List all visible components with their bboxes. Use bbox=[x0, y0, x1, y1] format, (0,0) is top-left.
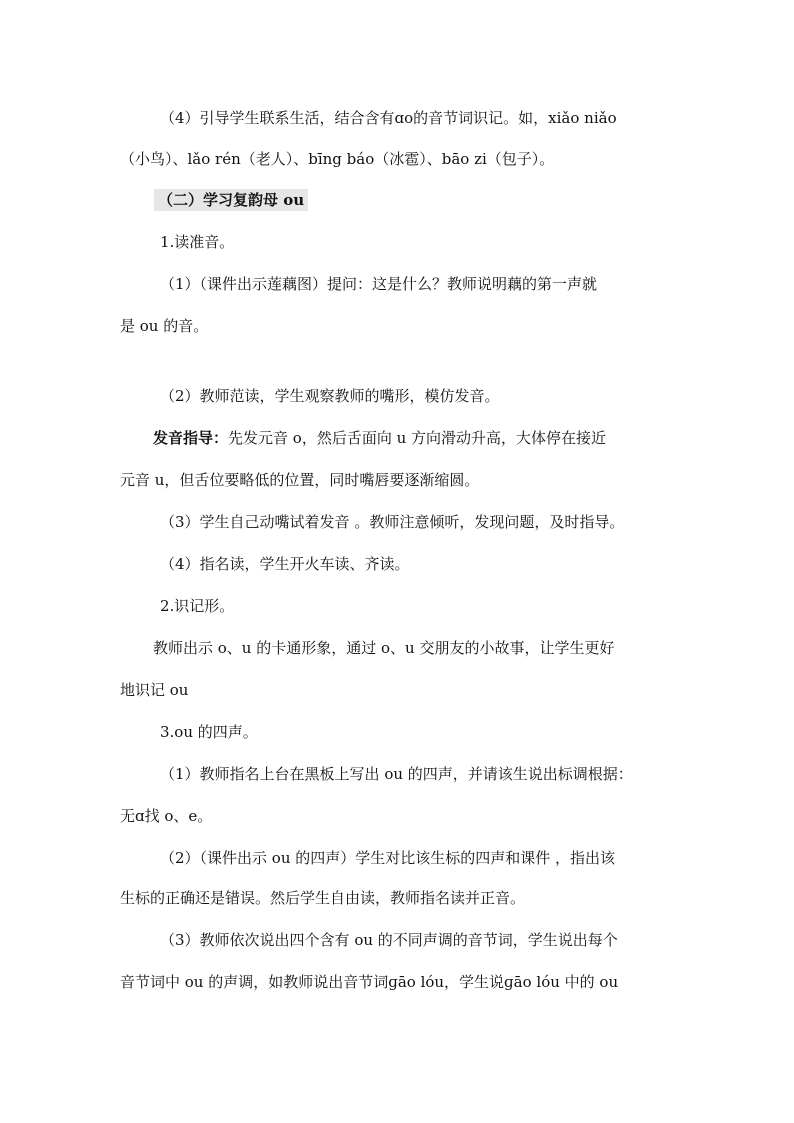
paragraph-line: 2.识记形。 bbox=[160, 597, 235, 615]
paragraph-line: 元音 u，但舌位要略低的位置，同时嘴唇要逐渐缩圆。 bbox=[120, 471, 480, 489]
paragraph-line: 3.ou 的四声。 bbox=[160, 723, 258, 741]
pronunciation-guide-text: 先发元音 o，然后舌面向 u 方向滑动升高，大体停在接近 bbox=[228, 429, 607, 447]
pronunciation-guide-line bbox=[153, 428, 606, 448]
paragraph-line: 是 ou 的音。 bbox=[120, 317, 209, 335]
paragraph-line: （1）教师指名上台在黑板上写出 ou 的四声，并请该生说出标调根据： bbox=[160, 765, 633, 783]
paragraph-line: （3）教师依次说出四个含有 ou 的不同声调的音节词，学生说出每个 bbox=[160, 931, 618, 949]
paragraph-line: 无ɑ找 o、e。 bbox=[120, 807, 213, 825]
paragraph-line: 教师出示 o、u 的卡通形象，通过 o、u 交朋友的小故事，让学生更好 bbox=[153, 639, 615, 657]
paragraph-line: 地识记 ou bbox=[120, 681, 189, 699]
paragraph-line: 生标的正确还是错误。然后学生自由读，教师指名读并正音。 bbox=[120, 889, 526, 907]
paragraph-line: （1）（课件出示莲藕图）提问：这是什么？教师说明藕的第一声就 bbox=[160, 275, 598, 293]
paragraph-line: （4）引导学生联系生活，结合含有ɑo的音节词识记。如，xiǎo niǎo bbox=[160, 109, 617, 127]
paragraph-line: （3）学生自己动嘴试着发音 。教师注意倾听，发现问题，及时指导。 bbox=[160, 513, 625, 531]
pronunciation-guide-label: 发音指导： bbox=[153, 429, 229, 447]
paragraph-line: 音节词中 ou 的声调，如教师说出音节词ɡāo lóu，学生说ɡāo lóu 中的 ou bbox=[120, 973, 619, 991]
paragraph-line: （2）教师范读，学生观察教师的嘴形，模仿发音。 bbox=[160, 387, 500, 405]
paragraph-line: （4）指名读，学生开火车读、齐读。 bbox=[160, 555, 410, 573]
paragraph-line: （小鸟）、lǎo rén（老人）、bīng báo（冰雹）、bāo zi（包子）。 bbox=[120, 150, 555, 168]
section-heading: （二）学习复韵母 ou bbox=[154, 189, 308, 211]
paragraph-line: （2）（课件出示 ou 的四声）学生对比该生标的四声和课件 ，指出该 bbox=[160, 849, 616, 867]
paragraph-line: 1.读准音。 bbox=[160, 233, 235, 251]
